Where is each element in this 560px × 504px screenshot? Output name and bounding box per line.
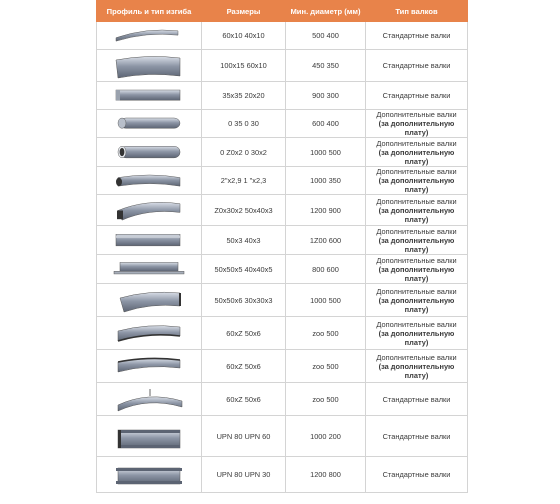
roll-type-extra-cost-note: (за дополнительную плату) <box>378 264 455 283</box>
profile-image-cell <box>97 50 202 82</box>
table-row <box>97 383 468 416</box>
round-tube-icon <box>110 140 188 165</box>
roll-type-extra-cost-note: (за дополнительную плату) <box>378 205 455 224</box>
table-row <box>97 167 468 195</box>
size-cell: Z0x30x2 50x40x3 <box>202 195 286 226</box>
table-row <box>97 457 468 493</box>
roll-type-extra-cost-note: (за дополнительную плату) <box>378 147 455 166</box>
table-row <box>97 195 468 226</box>
roll-type-label: Дополнительные валки <box>376 110 457 119</box>
roll-type-cell <box>366 383 468 416</box>
roll-type-cell <box>366 82 468 110</box>
curved-flat-bar-icon <box>110 24 188 48</box>
profile-image-cell <box>97 195 202 226</box>
min-diameter-cell: 1200 800 <box>286 457 366 493</box>
profile-image-cell <box>97 22 202 50</box>
size-cell: UPN 80 UPN 60 <box>202 416 286 457</box>
header-profile: Профиль и тип изгиба <box>97 1 202 22</box>
profile-image-cell <box>97 226 202 255</box>
roll-type-cell <box>366 457 468 493</box>
t-bar-flange-out-icon <box>110 319 188 347</box>
roll-type-cell <box>366 350 468 383</box>
min-diameter-cell: zoo 500 <box>286 350 366 383</box>
roll-type-label: Стандартные валки <box>382 31 451 40</box>
size-cell: 0 35 0 30 <box>202 110 286 138</box>
size-cell: 50x50x5 40x40x5 <box>202 255 286 284</box>
square-tube-icon <box>110 228 188 253</box>
roll-type-cell <box>366 416 468 457</box>
table-row <box>97 138 468 167</box>
size-cell: 2"x2,9 1 "x2,3 <box>202 167 286 195</box>
header-size: Размеры <box>202 1 286 22</box>
roll-type-extra-cost-note: (за дополнительную плату) <box>378 361 455 380</box>
min-diameter-cell: 450 350 <box>286 50 366 82</box>
table-row <box>97 317 468 350</box>
profile-image-cell <box>97 350 202 383</box>
header-roll-type: Тип валков <box>366 1 468 22</box>
size-cell: 50x3 40x3 <box>202 226 286 255</box>
table-row <box>97 416 468 457</box>
curved-tube-icon <box>110 169 188 193</box>
profile-image-cell <box>97 416 202 457</box>
min-diameter-cell: 1000 500 <box>286 138 366 167</box>
roll-type-cell <box>366 138 468 167</box>
table-row <box>97 226 468 255</box>
size-cell: 60x10 40x10 <box>202 22 286 50</box>
min-diameter-cell: 1000 350 <box>286 167 366 195</box>
min-diameter-cell: zoo 500 <box>286 383 366 416</box>
size-cell: UPN 80 UPN 30 <box>202 457 286 493</box>
profile-image-cell <box>97 383 202 416</box>
profile-image-cell <box>97 167 202 195</box>
table-row <box>97 110 468 138</box>
min-diameter-cell: 1Z00 600 <box>286 226 366 255</box>
roll-type-label: Стандартные валки <box>382 91 451 100</box>
roll-type-label: Дополнительные валки <box>376 286 457 296</box>
profile-image-cell <box>97 82 202 110</box>
size-cell: 60xZ 50x6 <box>202 383 286 416</box>
roll-type-cell <box>366 226 468 255</box>
size-cell: 100x15 60x10 <box>202 50 286 82</box>
table-header-row <box>97 1 468 22</box>
profile-spec-table <box>96 0 468 493</box>
table-row <box>97 50 468 82</box>
roll-type-cell <box>366 22 468 50</box>
profile-image-cell <box>97 110 202 138</box>
profile-image-cell <box>97 255 202 284</box>
profile-image-cell <box>97 457 202 493</box>
min-diameter-cell: 1200 900 <box>286 195 366 226</box>
angle-bar-flange-out-icon <box>110 257 188 282</box>
roll-type-extra-cost-note: (за дополнительную плату) <box>378 295 455 314</box>
angle-bar-curved-icon <box>110 286 188 314</box>
t-bar-flange-in-icon <box>110 352 188 380</box>
size-cell: 60xZ 50x6 <box>202 317 286 350</box>
size-cell: 60xZ 50x6 <box>202 350 286 383</box>
profile-spec-table-container <box>96 0 467 493</box>
roll-type-cell <box>366 50 468 82</box>
curved-rectangular-tube-icon <box>110 197 188 224</box>
round-bar-icon <box>110 112 188 136</box>
roll-type-label: Дополнительные валки <box>376 319 457 329</box>
roll-type-label: Дополнительные валки <box>376 352 457 362</box>
t-bar-arch-icon <box>110 385 188 413</box>
min-diameter-cell: 500 400 <box>286 22 366 50</box>
min-diameter-cell: zoo 500 <box>286 317 366 350</box>
size-cell: 35x35 20x20 <box>202 82 286 110</box>
roll-type-label: Стандартные валки <box>382 470 451 479</box>
roll-type-extra-cost-note: (за дополнительную плату) <box>378 119 455 137</box>
channel-upn-flange-out-icon <box>110 461 188 489</box>
roll-type-label: Дополнительные валки <box>376 138 457 148</box>
curved-wide-flat-bar-icon <box>110 52 188 80</box>
table-row <box>97 350 468 383</box>
roll-type-label: Дополнительные валки <box>376 167 457 176</box>
min-diameter-cell: 900 300 <box>286 82 366 110</box>
roll-type-extra-cost-note: (за дополнительную плату) <box>378 176 455 194</box>
square-bar-icon <box>110 84 188 108</box>
table-row <box>97 284 468 317</box>
profile-image-cell <box>97 317 202 350</box>
profile-image-cell <box>97 284 202 317</box>
roll-type-label: Дополнительные валки <box>376 196 457 206</box>
roll-type-cell <box>366 284 468 317</box>
roll-type-extra-cost-note: (за дополнительную плату) <box>378 328 455 347</box>
table-row <box>97 255 468 284</box>
profile-image-cell <box>97 138 202 167</box>
roll-type-label: Дополнительные валки <box>376 255 457 265</box>
min-diameter-cell: 800 600 <box>286 255 366 284</box>
size-cell: 50x50x6 30x30x3 <box>202 284 286 317</box>
roll-type-cell <box>366 195 468 226</box>
roll-type-label: Дополнительные валки <box>376 226 457 236</box>
roll-type-cell <box>366 255 468 284</box>
min-diameter-cell: 1000 200 <box>286 416 366 457</box>
roll-type-label: Стандартные валки <box>382 61 451 70</box>
roll-type-extra-cost-note: (за дополнительную плату) <box>378 235 455 254</box>
roll-type-label: Стандартные валки <box>382 394 451 404</box>
table-row <box>97 82 468 110</box>
header-min-diameter: Мин. диаметр (мм) <box>286 1 366 22</box>
roll-type-cell <box>366 110 468 138</box>
table-row <box>97 22 468 50</box>
min-diameter-cell: 600 400 <box>286 110 366 138</box>
roll-type-cell <box>366 167 468 195</box>
roll-type-cell <box>366 317 468 350</box>
size-cell: 0 Z0x2 0 30x2 <box>202 138 286 167</box>
roll-type-label: Стандартные валки <box>382 431 451 441</box>
channel-upn-flange-in-icon <box>110 422 188 450</box>
min-diameter-cell: 1000 500 <box>286 284 366 317</box>
